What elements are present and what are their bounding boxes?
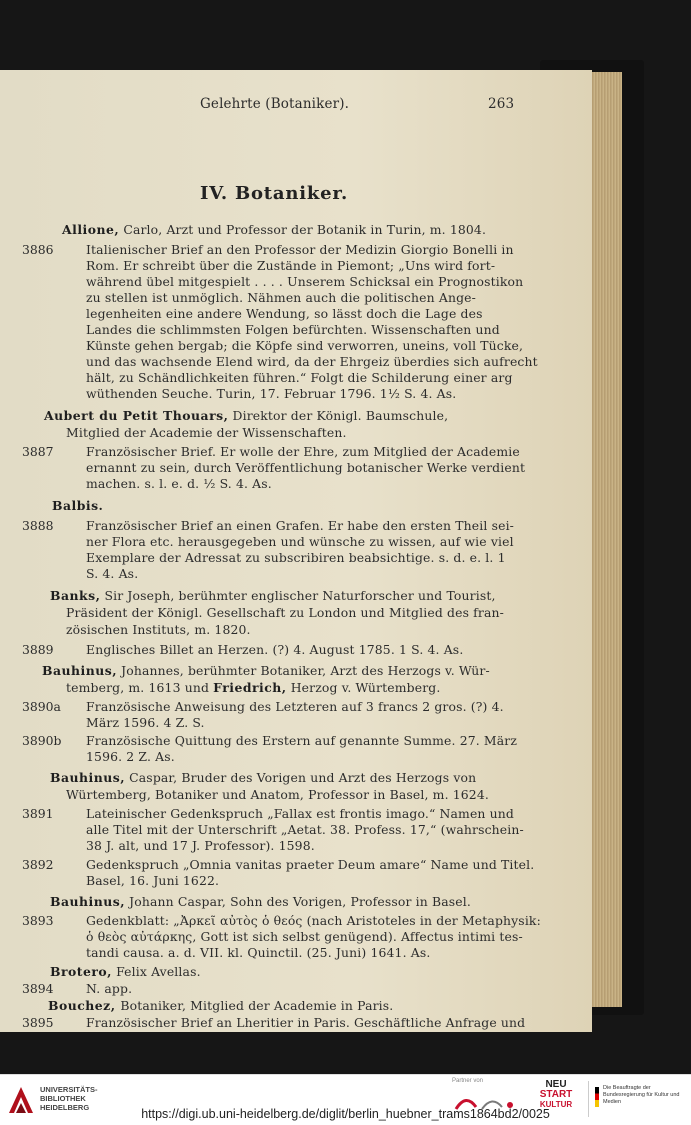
text-line: und das wachsende Elend wird, da der Ehrgeiz überdies sich aufrecht: [86, 354, 538, 369]
text-line: ὁ θεὸς αὐτάρκης, Gott ist sich selbst genügend). Affectus intimi tes-: [86, 929, 523, 944]
entry-description: Mitglied der Academie der Wissenschaften.: [66, 425, 347, 440]
text-line: Rom. Er schreibt über die Zustände in Piemont; „Uns wird fort-: [86, 258, 496, 273]
government-sponsor-text: Die Beauftragte der Bundesregierung für Kultur und Medien: [603, 1085, 680, 1105]
person-name: Bauhinus,: [50, 894, 126, 909]
running-title: Gelehrte (Botaniker).: [200, 96, 350, 112]
text-line: tandi causa. a. d. VII. kl. Quinctil. (25. Juni) 1641. As.: [86, 945, 431, 960]
person-name: Aubert du Petit Thouars,: [44, 408, 229, 423]
entry-heading: [42, 663, 490, 680]
text-line: Englisches Billet an Herzen. (?) 4. August 1785. 1 S. 4. As.: [86, 642, 464, 657]
entry-description: Carlo, Arzt und Professor der Botanik in Turin, m. 1804.: [123, 222, 487, 237]
section-title: IV. Botaniker.: [200, 183, 349, 204]
book-page: [0, 70, 592, 1032]
item-number: 3888: [22, 518, 54, 533]
item-number: 3894: [22, 981, 54, 996]
entry-heading: [44, 408, 448, 425]
item-number: 3887: [22, 444, 54, 459]
neustart-word: START: [539, 1089, 573, 1100]
text-line: Französische Anweisung des Letzteren auf 3 francs 2 gros. (?) 4.: [86, 699, 504, 714]
entry-description: temberg, m. 1613 und: [66, 680, 210, 695]
text-line: ner Flora etc. herausgegeben und wünsche zu wissen, auf wie viel: [86, 534, 514, 549]
person-name: Brotero,: [50, 964, 112, 979]
text-line: S. 4. As.: [86, 566, 139, 581]
person-name: Allione,: [62, 222, 120, 237]
text-line: machen. s. l. e. d. ½ S. 4. As.: [86, 476, 272, 491]
text-line: Künste gehen bergab; die Köpfe sind verworren, uneins, voll Tücke,: [86, 338, 524, 353]
text-line: Französischer Brief. Er wolle der Ehre, zum Mitglied der Academie: [86, 444, 520, 459]
entry-description: Direktor der Königl. Baumschule,: [232, 408, 449, 423]
entry-heading: [50, 894, 471, 911]
entry-heading: [50, 964, 201, 981]
item-number: 3892: [22, 857, 54, 872]
page-url[interactable]: https://digi.ub.uni-heidelberg.de/diglit/berlin_huebner_trams1864bd2/0025: [141, 1107, 550, 1121]
entry-heading: [62, 222, 486, 239]
item-number: 3890b: [22, 733, 62, 748]
person-name: Bauhinus,: [50, 770, 126, 785]
item-number: 3890a: [22, 699, 61, 714]
text-line: Französische Quittung des Erstern auf genannte Summe. 27. März: [86, 733, 518, 748]
text-line: Landes die schlimmsten Folgen befürchten. Wissenschaften und: [86, 322, 500, 337]
text-line: alle Titel mit der Unterschrift „Aetat. 38. Profess. 17,“ (wahrschein-: [86, 822, 524, 837]
person-name: Bauhinus,: [42, 663, 118, 678]
text-line: Französischer Brief an einen Grafen. Er habe den ersten Theil sei-: [86, 518, 515, 533]
entry-description: Würtemberg, Botaniker und Anatom, Professor in Basel, m. 1624.: [66, 787, 489, 802]
neustart-word: NEU: [545, 1079, 567, 1090]
text-line: Lateinischer Gedenkspruch „Fallax est frontis imago.“ Namen und: [86, 806, 514, 821]
text-line: Französischer Brief an Lheritier in Paris. Geschäftliche Anfrage und: [86, 1015, 526, 1030]
text-line: 38 J. alt, und 17 J. Professor). 1598.: [86, 838, 315, 853]
text-line: legenheiten eine andere Wendung, so lässt doch die Lage des: [86, 306, 483, 321]
entry-heading: [50, 588, 496, 605]
text-line: 1596. 2 Z. As.: [86, 749, 175, 764]
entry-description: Johannes, berühmter Botaniker, Arzt des Herzogs v. Wür-: [121, 663, 490, 678]
item-number: 3895: [22, 1015, 54, 1030]
person-name: Bouchez,: [48, 998, 121, 1013]
person-name: Friedrich,: [213, 680, 287, 695]
entry-heading: [48, 998, 393, 1015]
text-line: während übel mitgespielt . . . . Unserem Schicksal ein Prognostikon: [86, 274, 524, 289]
entry-description: Felix Avellas.: [116, 964, 201, 979]
text-line: März 1596. 4 Z. S.: [86, 715, 205, 730]
text-line: Exemplare der Adressat zu subscribiren beabsichtige. s. d. e. l. 1: [86, 550, 506, 565]
text-line: Gedenkspruch „Omnia vanitas praeter Deum amare“ Name und Titel.: [86, 857, 535, 872]
item-number: 3891: [22, 806, 54, 821]
text-line: ernannt zu sein, durch Veröffentlichung botanischer Werke verdient: [86, 460, 526, 475]
entry-description: Caspar, Bruder des Vorigen und Arzt des Herzogs von: [129, 770, 477, 785]
entry-description: Botaniker, Mitglied der Academie in Paris.: [120, 998, 394, 1013]
entry-description: [66, 680, 440, 697]
text-line: wüthenden Seuche. Turin, 17. Februar 1796. 1½ S. 4. As.: [86, 386, 457, 401]
entry-description: Präsident der Königl. Gesellschaft zu London und Mitglied des fran-: [66, 605, 504, 620]
text-line: hält, zu Schändlichkeiten führen.“ Folgt die Schilderung einer arg: [86, 370, 513, 385]
library-name-line: HEIDELBERG: [40, 1103, 90, 1112]
entry-description: Herzog v. Würtemberg.: [290, 680, 441, 695]
entry-heading: [52, 498, 103, 515]
library-name-line: BIBLIOTHEK: [40, 1094, 86, 1103]
entry-description: Sir Joseph, berühmter englischer Naturforscher und Tourist,: [104, 588, 496, 603]
person-name: Banks,: [50, 588, 101, 603]
item-number: 3893: [22, 913, 54, 928]
item-number: 3889: [22, 642, 54, 657]
neustart-word: KULTUR: [539, 1100, 573, 1109]
item-number: 3886: [22, 242, 54, 257]
library-name-line: UNIVERSITÄTS-: [40, 1085, 98, 1094]
entry-description: Johann Caspar, Sohn des Vorigen, Professor in Basel.: [129, 894, 471, 909]
page-number: 263: [488, 96, 515, 112]
partner-label: Partner von: [452, 1078, 484, 1084]
federal-eagle-icon: [595, 1087, 599, 1107]
person-name: Balbis.: [52, 498, 104, 513]
page-edges: [588, 72, 622, 1007]
text-line: zu stellen ist unmöglich. Nähmen auch die politischen Ange-: [86, 290, 476, 305]
entry-heading: [50, 770, 476, 787]
text-line: Gedenkblatt: „Ἀρκεῖ αὐτὸς ὁ θεός (nach Aristoteles in der Metaphysik:: [86, 913, 541, 928]
text-line: Italienischer Brief an den Professor der Medizin Giorgio Bonelli in: [86, 242, 514, 257]
entry-description: zösischen Instituts, m. 1820.: [66, 622, 251, 637]
text-line: Basel, 16. Juni 1622.: [86, 873, 220, 888]
text-line: N. app.: [86, 981, 133, 996]
